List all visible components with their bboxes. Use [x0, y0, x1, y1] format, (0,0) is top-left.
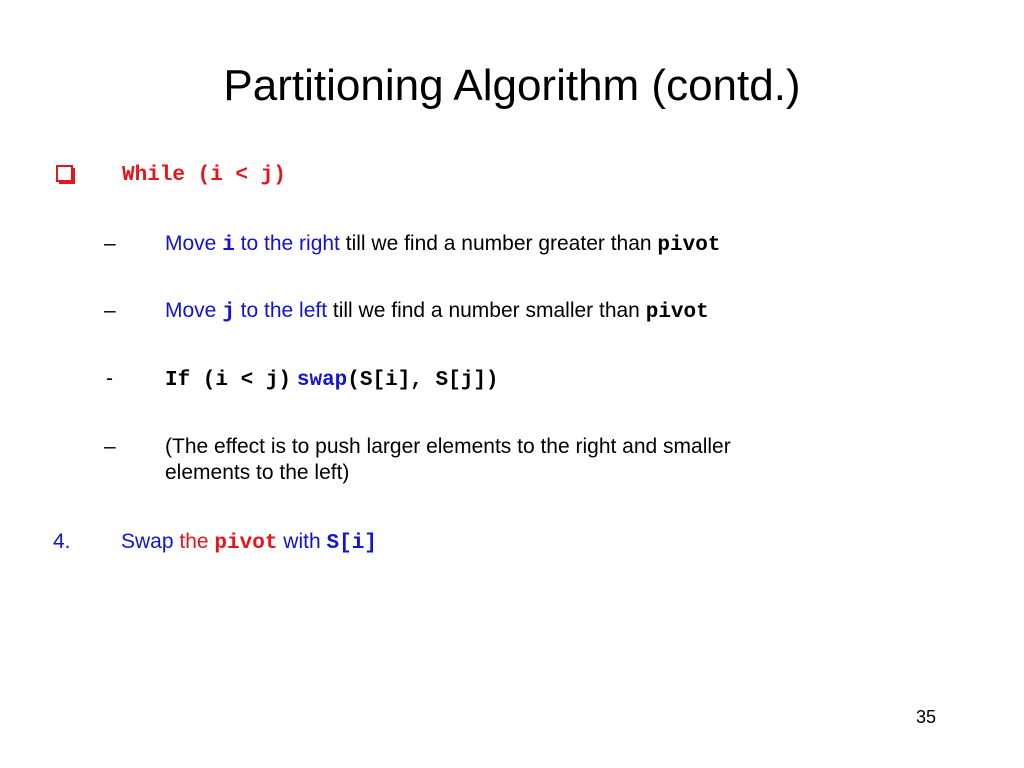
item-4-text: [165, 434, 731, 486]
item-2-pivot: pivot: [645, 301, 709, 324]
item-4-line-2: elements to the left): [165, 461, 350, 484]
step-4-with: with: [283, 530, 321, 553]
item-3-args: (S[i], S[j]): [347, 369, 499, 392]
page-number: 35: [915, 707, 936, 727]
item-1-move: Move: [165, 232, 217, 255]
item-2-direction: to the left: [240, 299, 328, 322]
slide-title: Partitioning Algorithm (contd.): [223, 61, 801, 110]
item-3-marker: -: [106, 367, 113, 390]
item-2-move: Move: [165, 299, 217, 322]
step-4-pivot: pivot: [214, 532, 278, 555]
while-condition: While (i < j): [122, 164, 286, 187]
item-1-var: i: [222, 234, 235, 257]
item-2-var: j: [222, 301, 235, 324]
item-2-rest: till we find a number smaller than: [332, 299, 640, 322]
item-3-swap: swap: [296, 369, 348, 392]
step-4-the: the: [179, 530, 209, 553]
item-1-direction: to the right: [240, 232, 340, 255]
item-4-marker: –: [104, 435, 116, 458]
item-2-marker: –: [104, 299, 116, 322]
item-1-text: [165, 231, 720, 259]
item-1-pivot: pivot: [657, 234, 721, 257]
item-3-condition: If (i < j): [165, 369, 292, 392]
item-1-rest: till we find a number greater than: [345, 232, 652, 255]
step-4-target: S[i]: [326, 532, 377, 555]
step-4-swap: Swap: [121, 530, 174, 553]
hollow-square-bullet-icon: [54, 163, 80, 189]
item-3-text: [165, 366, 499, 394]
item-4-line-1: (The effect is to push larger elements to the right and smaller: [165, 435, 731, 458]
step-4-text: [121, 529, 377, 557]
item-1-marker: –: [104, 232, 116, 255]
step-number: 4.: [53, 530, 71, 553]
item-2-text: [165, 298, 709, 326]
